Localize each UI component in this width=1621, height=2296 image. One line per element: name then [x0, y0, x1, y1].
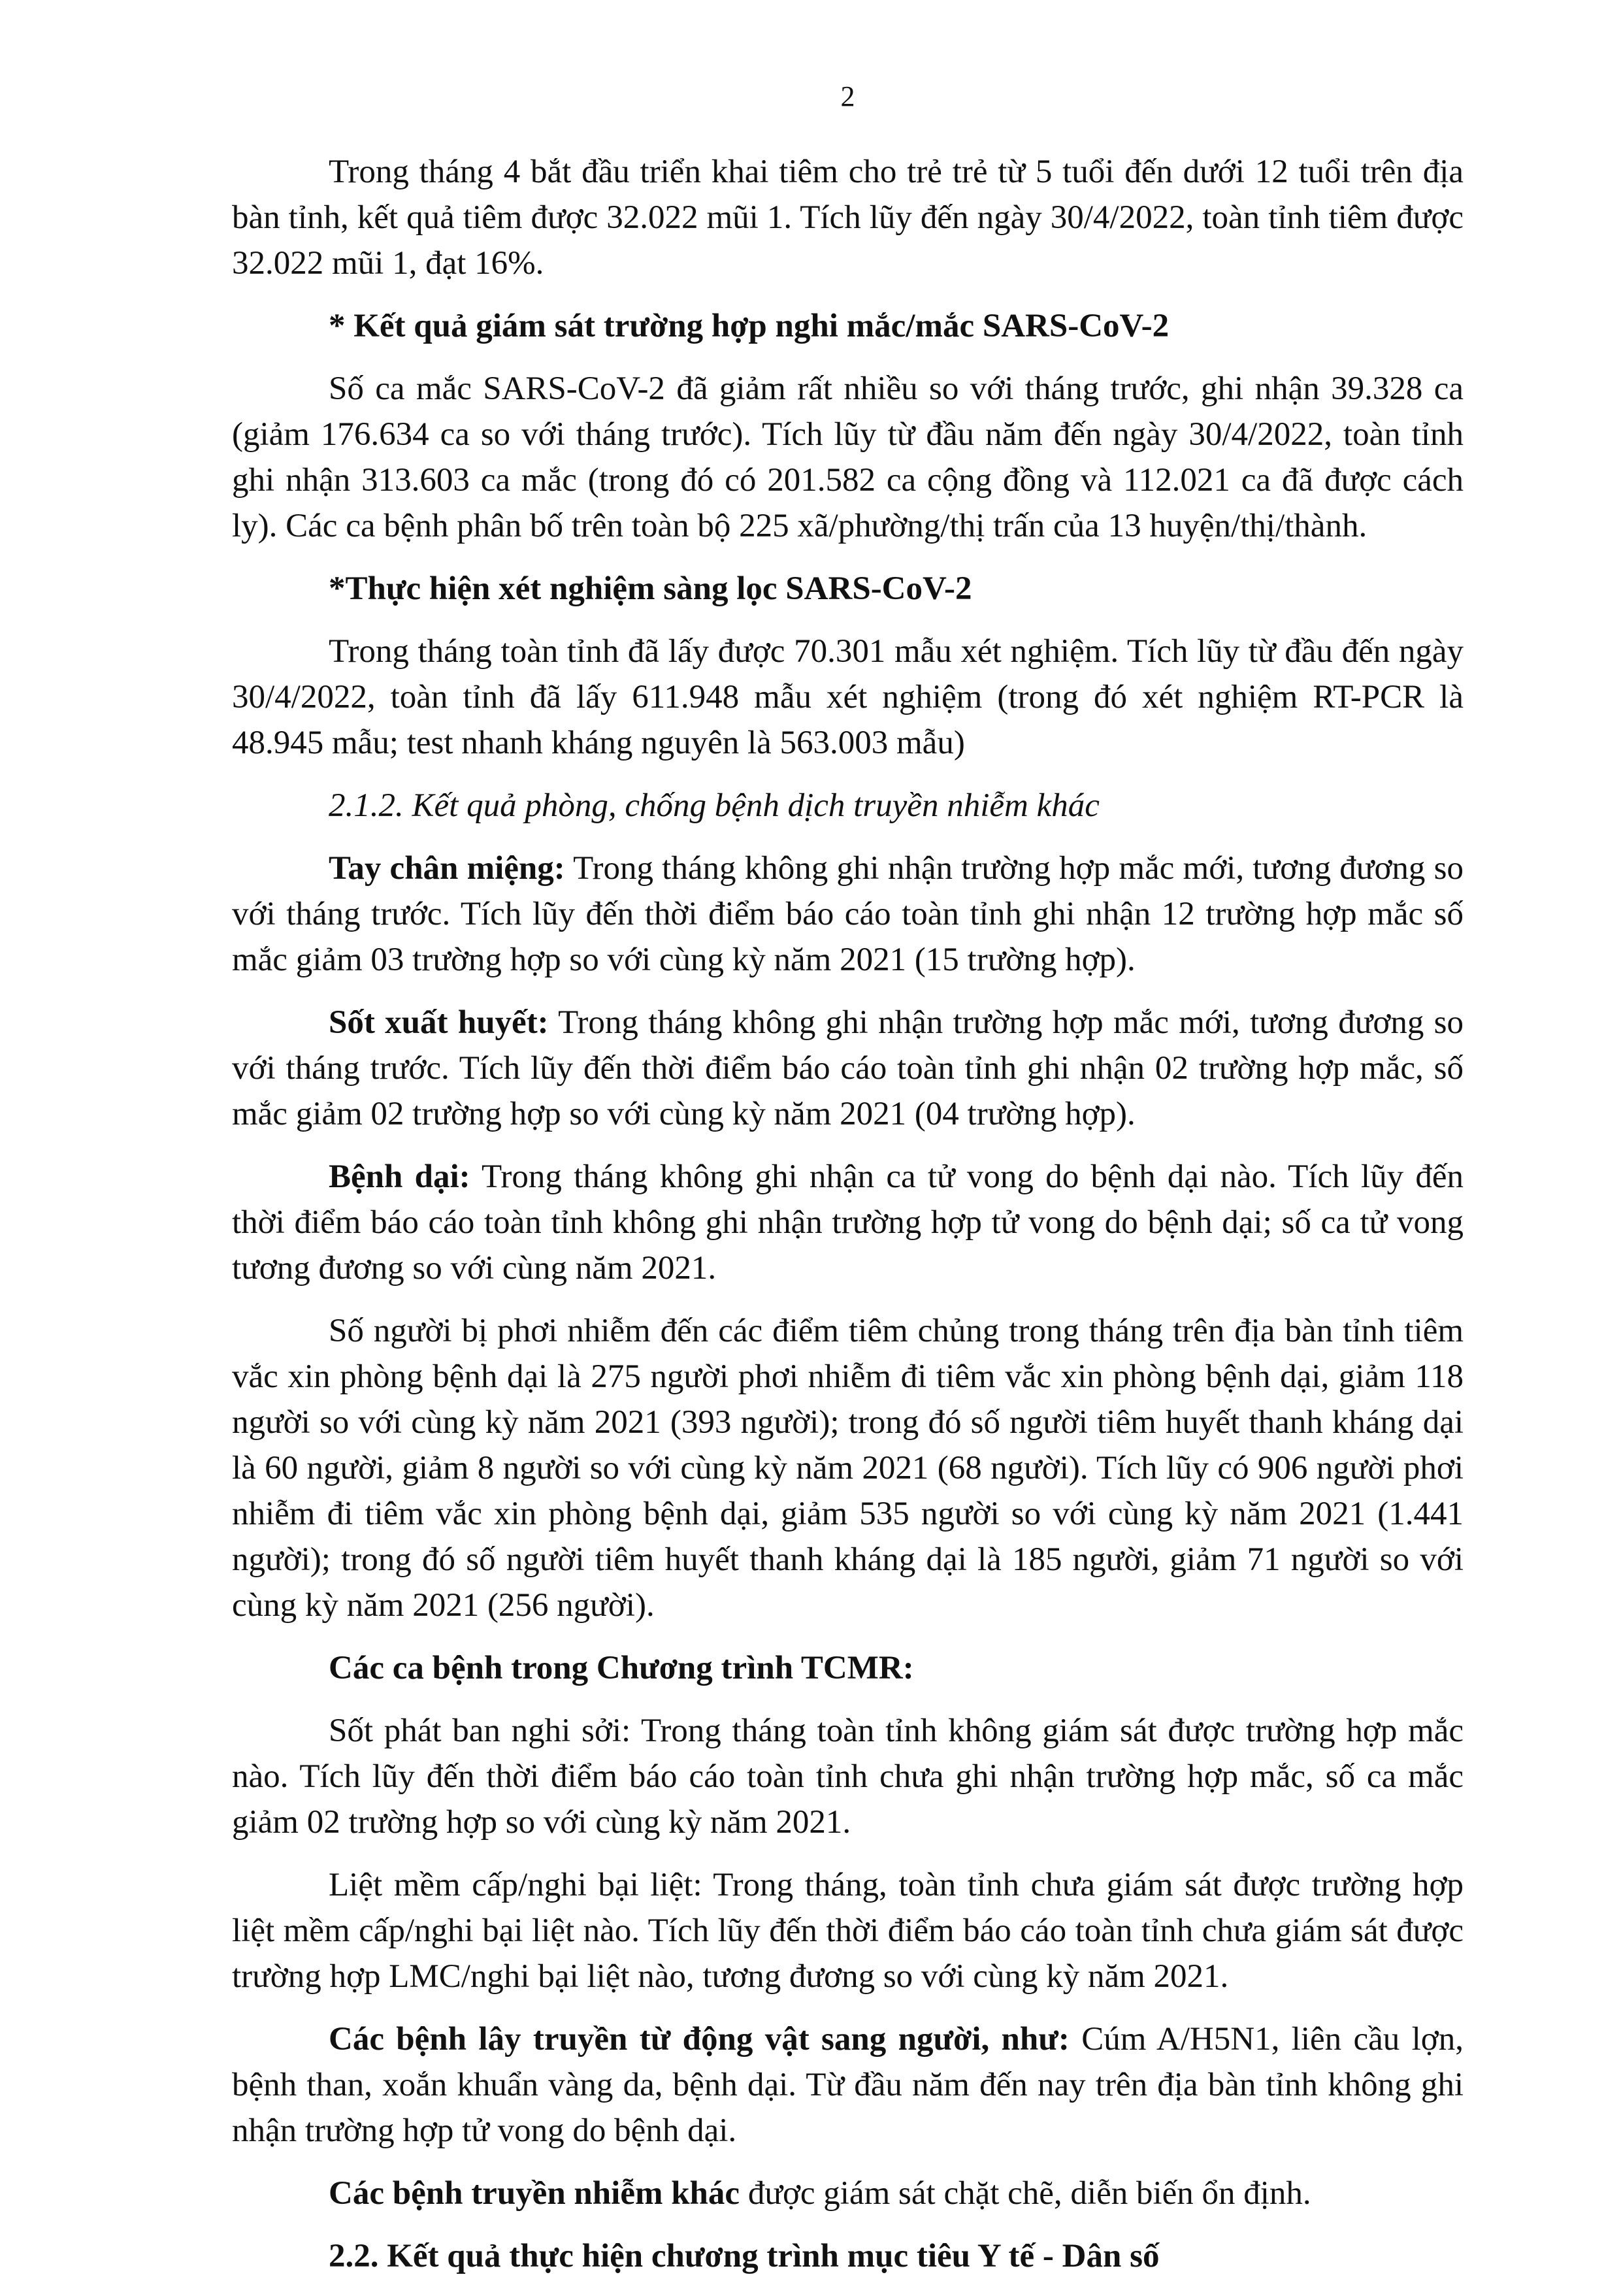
paragraph-vaccination-children: Trong tháng 4 bắt đầu triển khai tiêm cho trẻ trẻ từ 5 tuổi đến dưới 12 tuổi trên địa bàn tỉnh, kết quả tiêm được 32.022 mũi 1. Tích lũy đến ngày 30/4/2022, toàn tỉnh tiêm được 32.022 mũi 1, đạt 16%. [232, 154, 1464, 282]
paragraph-zoonotic-diseases [232, 2016, 1464, 2154]
text-zoonotic-diseases: Cúm A/H5N1, liên cầu lợn, bệnh than, xoắn khuẩn vàng da, bệnh dại. Từ đầu năm đến nay trên địa bàn tỉnh không ghi nhận trường hợp tử vong do bệnh dại. [232, 2021, 1464, 2149]
paragraph-measles: Sốt phát ban nghi sởi: Trong tháng toàn tỉnh không giám sát được trường hợp mắc nào. Tích lũy đến thời điểm báo cáo toàn tỉnh chưa ghi nhận trường hợp mắc, số ca mắc giảm 02 trường hợp so với cùng kỳ năm 2021. [232, 1713, 1464, 1841]
label-dengue: Sốt xuất huyết: [329, 1004, 549, 1041]
paragraph-hand-foot-mouth [232, 845, 1464, 983]
label-zoonotic-diseases: Các bệnh lây truyền từ động vật sang người, như: [329, 2021, 1070, 2058]
paragraph-rabies-exposure: Số người bị phơi nhiễm đến các điểm tiêm chủng trong tháng trên địa bàn tỉnh tiêm vắc xin phòng bệnh dại là 275 người phơi nhiễm đi tiêm vắc xin phòng bệnh dại, giảm 118 người so với cùng kỳ năm 2021 (393 người); trong đó số người tiêm huyết thanh kháng dại là 60 người, giảm 8 người so với cùng kỳ năm 2021 (68 người). Tích lũy có 906 người phơi nhiễm đi tiêm vắc xin phòng bệnh dại, giảm 535 người so với cùng kỳ năm 2021 (1.441 người); trong đó số người tiêm huyết thanh kháng dại là 185 người, giảm 71 người so với cùng kỳ năm 2021 (256 người). [232, 1313, 1464, 1624]
paragraph-acute-flaccid-paralysis: Liệt mềm cấp/nghi bại liệt: Trong tháng, toàn tỉnh chưa giám sát được trường hợp liệt mềm cấp/nghi bại liệt nào. Tích lũy đến thời điểm báo cáo toàn tỉnh chưa giám sát được trường hợp LMC/nghi bại liệt nào, tương đương so với cùng kỳ năm 2021. [232, 1867, 1464, 1995]
text-rabies: Trong tháng không ghi nhận ca tử vong do bệnh dại nào. Tích lũy đến thời điểm báo cáo toàn tỉnh không ghi nhận trường hợp tử vong do bệnh dại; số ca tử vong tương đương so với cùng năm 2021. [232, 1158, 1464, 1287]
label-rabies: Bệnh dại: [329, 1158, 470, 1195]
heading-sars-cov-2-surveillance: * Kết quả giám sát trường hợp nghi mắc/mắc SARS-CoV-2 [329, 308, 1170, 344]
paragraph-testing: Trong tháng toàn tỉnh đã lấy được 70.301 mẫu xét nghiệm. Tích lũy từ đầu đến ngày 30/4/2022, toàn tỉnh đã lấy 611.948 mẫu xét nghiệm (trong đó xét nghiệm RT-PCR là 48.945 mẫu; test nhanh kháng nguyên là 563.003 mẫu) [232, 633, 1464, 761]
label-hand-foot-mouth: Tay chân miệng: [329, 850, 565, 887]
paragraph-dengue [232, 1000, 1464, 1137]
label-other-diseases: Các bệnh truyền nhiễm khác [329, 2175, 740, 2212]
text-other-diseases: được giám sát chặt chẽ, diễn biến ổn định. [740, 2175, 1311, 2212]
paragraph-rabies [232, 1154, 1464, 1291]
heading-other-infectious-diseases: 2.1.2. Kết quả phòng, chống bệnh dịch truyền nhiễm khác [329, 787, 1100, 824]
text-hand-foot-mouth: Trong tháng không ghi nhận trường hợp mắc mới, tương đương so với tháng trước. Tích lũy đến thời điểm báo cáo toàn tỉnh ghi nhận 12 trường hợp mắc số mắc giảm 03 trường hợp so với cùng kỳ năm 2021 (15 trường hợp). [232, 850, 1464, 978]
heading-target-program-results: 2.2. Kết quả thực hiện chương trình mục tiêu Y tế - Dân số [329, 2238, 1160, 2274]
document-body [232, 149, 1464, 2296]
page-number: 2 [840, 80, 855, 112]
text-dengue: Trong tháng không ghi nhận trường hợp mắc mới, tương đương so với tháng trước. Tích lũy đến thời điểm báo cáo toàn tỉnh ghi nhận 02 trường hợp mắc, số mắc giảm 02 trường hợp so với cùng kỳ năm 2021 (04 trường hợp). [232, 1004, 1464, 1132]
heading-sars-cov-2-screening: *Thực hiện xét nghiệm sàng lọc SARS-CoV-2 [329, 570, 972, 607]
paragraph-other-diseases [232, 2171, 1464, 2216]
paragraph-sars-cov-2-cases: Số ca mắc SARS-CoV-2 đã giảm rất nhiều so với tháng trước, ghi nhận 39.328 ca (giảm 176.634 ca so với tháng trước). Tích lũy từ đầu năm đến ngày 30/4/2022, toàn tỉnh ghi nhận 313.603 ca mắc (trong đó có 201.582 ca cộng đồng và 112.021 ca đã được cách ly). Các ca bệnh phân bố trên toàn bộ 225 xã/phường/thị trấn của 13 huyện/thị/thành. [232, 370, 1464, 544]
heading-tcmr-cases: Các ca bệnh trong Chương trình TCMR: [329, 1650, 914, 1686]
